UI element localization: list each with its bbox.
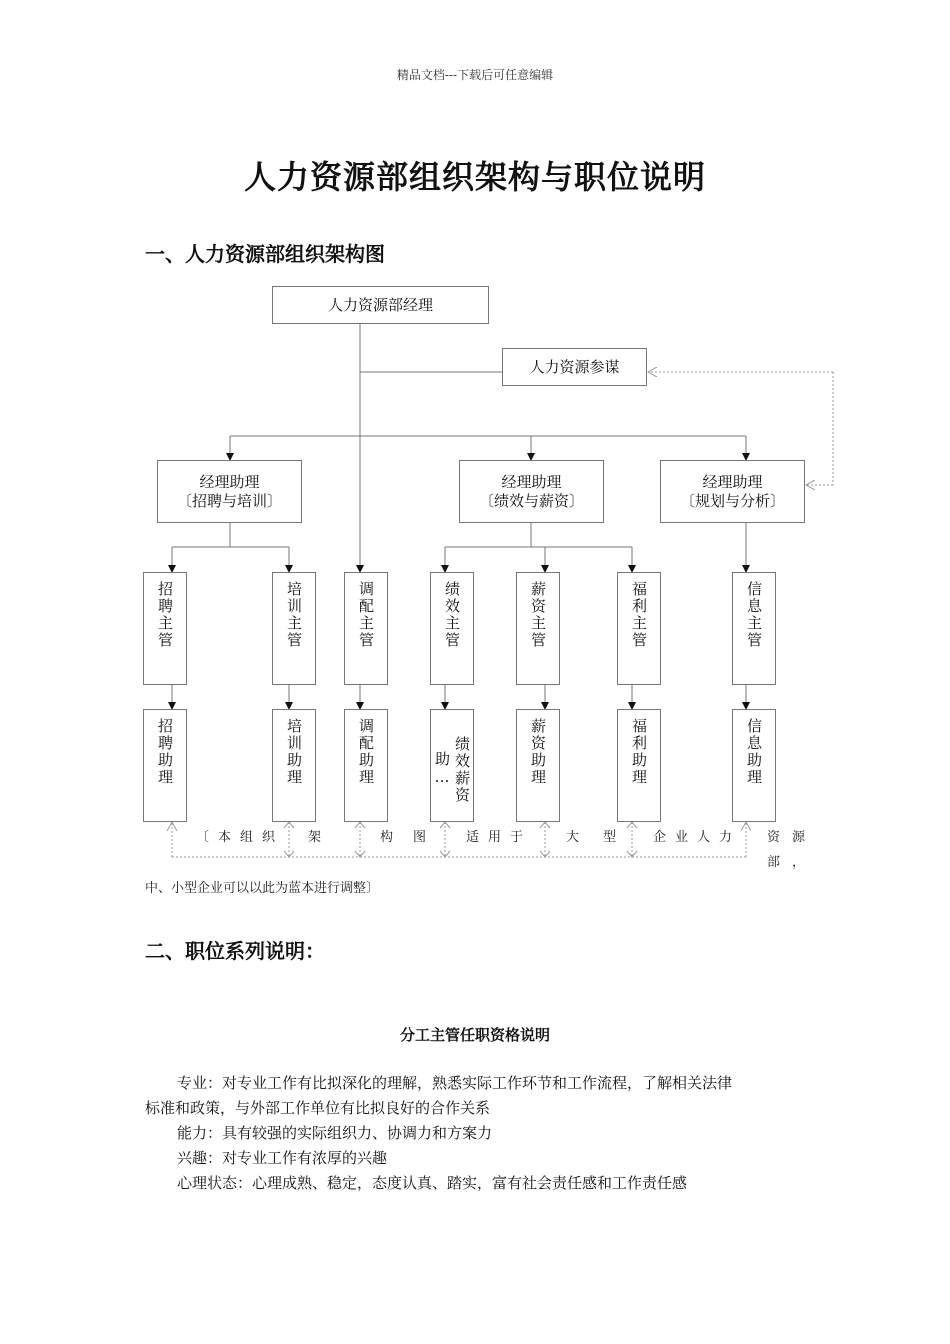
org-node-assistant-information-staff bbox=[732, 709, 776, 822]
paragraph-text: 兴趣：对专业工作有浓厚的兴趣 bbox=[177, 1149, 388, 1167]
org-node-supervisor-benefits bbox=[617, 572, 661, 685]
chart-note-line: 中、小型企业可以以此为蓝本进行调整〕 bbox=[145, 881, 380, 896]
assistant-title: 经理助理 bbox=[702, 472, 763, 491]
chart-note-fragment: 企业人力 bbox=[653, 830, 742, 845]
paragraph-ability bbox=[145, 1121, 810, 1146]
node-label: 调配主管 bbox=[357, 581, 375, 649]
chart-note-fragment: 部， bbox=[767, 855, 818, 870]
chart-note-fragment: 构图 bbox=[380, 830, 447, 845]
assistant-title: 经理助理 bbox=[501, 472, 562, 491]
org-node-assistant-performance bbox=[459, 460, 604, 523]
org-node-assistant-compensation-staff bbox=[516, 709, 560, 822]
org-node-supervisor-compensation bbox=[516, 572, 560, 685]
assistant-title: 经理助理 bbox=[199, 472, 260, 491]
org-node-manager: 人力资源部经理 bbox=[272, 286, 489, 324]
paragraph-text: 心理状态：心理成熟、稳定，态度认真、踏实，富有社会责任感和工作责任感 bbox=[177, 1174, 688, 1192]
node-label: 绩效薪资助… bbox=[433, 735, 471, 804]
header-note: 精品文档---下载后可任意编辑 bbox=[396, 68, 554, 82]
org-node-supervisor-training bbox=[272, 572, 316, 685]
org-node-supervisor-information bbox=[732, 572, 776, 685]
org-node-assistant-allocation-staff bbox=[344, 709, 388, 822]
org-node-assistant-performance-staff bbox=[430, 709, 474, 822]
assistant-scope: 〔绩效与薪资〕 bbox=[478, 491, 584, 510]
org-node-assistant-recruitment bbox=[157, 460, 302, 523]
node-label: 薪资主管 bbox=[529, 581, 547, 649]
paragraph-interest bbox=[145, 1146, 810, 1171]
chart-note-fragment: 架 bbox=[308, 830, 322, 845]
subsection-title: 分工主管任职资格说明 bbox=[399, 1026, 550, 1044]
org-node-supervisor-allocation bbox=[344, 572, 388, 685]
node-label: 培训主管 bbox=[285, 581, 303, 649]
chart-note-fragment: 资源 bbox=[767, 830, 818, 845]
paragraph-mindset bbox=[145, 1171, 810, 1196]
node-label: 福利主管 bbox=[630, 581, 648, 649]
node-label: 福利助理 bbox=[630, 718, 648, 786]
node-label: 信息主管 bbox=[745, 581, 763, 649]
org-node-assistant-training-staff bbox=[272, 709, 316, 822]
node-label: 调配助理 bbox=[357, 718, 375, 786]
section-heading-positions: 二、职位系列说明： bbox=[145, 939, 325, 963]
org-node-assistant-planning bbox=[660, 460, 805, 523]
section-heading-org-chart: 一、人力资源部组织架构图 bbox=[145, 242, 385, 266]
node-label: 绩效主管 bbox=[443, 581, 461, 649]
node-label: 薪资助理 bbox=[529, 718, 547, 786]
chart-note-fragment: 大型 bbox=[566, 830, 641, 845]
org-node-staff: 人力资源参谋 bbox=[502, 348, 647, 386]
assistant-scope: 〔招聘与培训〕 bbox=[176, 491, 282, 510]
org-node-supervisor-performance bbox=[430, 572, 474, 685]
org-node-assistant-benefits-staff bbox=[617, 709, 661, 822]
org-node-supervisor-recruitment bbox=[143, 572, 187, 685]
paragraph-text: 专业：对专业工作有比拟深化的理解，熟悉实际工作环节和工作流程，了解相关法律 bbox=[177, 1074, 733, 1092]
paragraph-expertise bbox=[145, 1071, 810, 1121]
document-title: 人力资源部组织架构与职位说明 bbox=[243, 158, 706, 196]
paragraph-text: 能力：具有较强的实际组织力、协调力和方案力 bbox=[177, 1124, 493, 1142]
node-label: 培训助理 bbox=[285, 718, 303, 786]
chart-note-fragment: 〔本组织 bbox=[196, 830, 285, 845]
node-label: 招聘助理 bbox=[156, 718, 174, 786]
paragraph-text: 标准和政策，与外部工作单位有比拟良好的合作关系 bbox=[145, 1099, 491, 1117]
chart-note-fragment: 适用于 bbox=[466, 830, 533, 845]
node-label: 信息助理 bbox=[745, 718, 763, 786]
assistant-scope: 〔规划与分析〕 bbox=[679, 491, 785, 510]
org-node-assistant-recruitment-staff bbox=[143, 709, 187, 822]
node-label: 招聘主管 bbox=[156, 581, 174, 649]
